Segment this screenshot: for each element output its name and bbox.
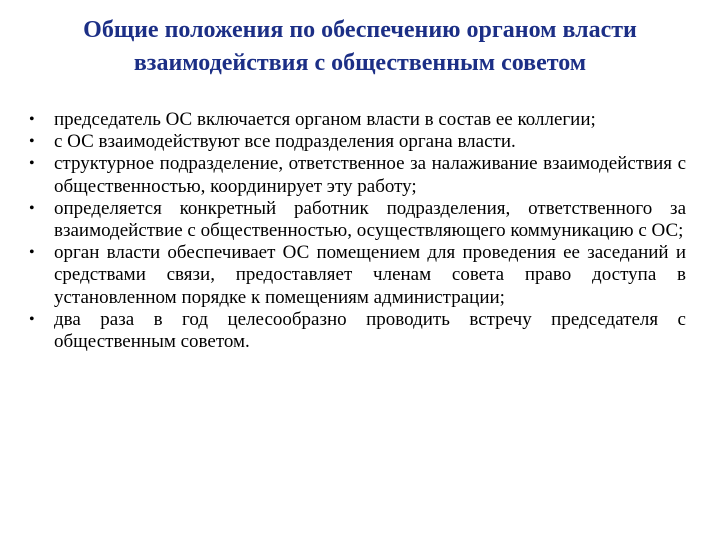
bullet-dot-icon: • (29, 199, 35, 217)
bullet-text: определяется конкретный работник подразделения, ответственного за взаимодействие с общественностью, осуществляющего коммуникацию с ОС; (54, 197, 686, 242)
bullet-text: орган власти обеспечивает ОС помещением для проведения ее заседаний и средствами связи, предоставляет членам совета право доступа в установленном порядке к помещениям администрации; (54, 242, 686, 308)
bullet-text: два раза в год целесообразно проводить встречу председателя с общественным советом. (54, 308, 686, 353)
bullet-item (24, 109, 686, 131)
bullet-dot-icon: • (29, 155, 35, 173)
slide-title: Общие положения по обеспечению органом власти взаимодействия с общественным советом (83, 17, 637, 76)
bullet-dot-icon: • (29, 133, 35, 151)
bullet-text: председатель ОС включается органом власти в состав ее коллегии; (54, 109, 596, 130)
bullet-item (24, 131, 686, 153)
bullet-text: с ОС взаимодействуют все подразделения органа власти. (54, 131, 516, 153)
bullet-text: структурное подразделение, ответственное за налаживание взаимодействия с общественностью, координирует эту работу; (54, 153, 686, 197)
bullet-item (24, 309, 686, 353)
bullet-dot-icon: • (29, 310, 35, 328)
bullet-list (24, 109, 686, 353)
bullet-dot-icon: • (29, 111, 35, 128)
bullet-item (24, 242, 686, 309)
bullet-item (24, 153, 686, 197)
bullet-dot-icon: • (29, 244, 35, 262)
bullet-item (24, 198, 686, 242)
